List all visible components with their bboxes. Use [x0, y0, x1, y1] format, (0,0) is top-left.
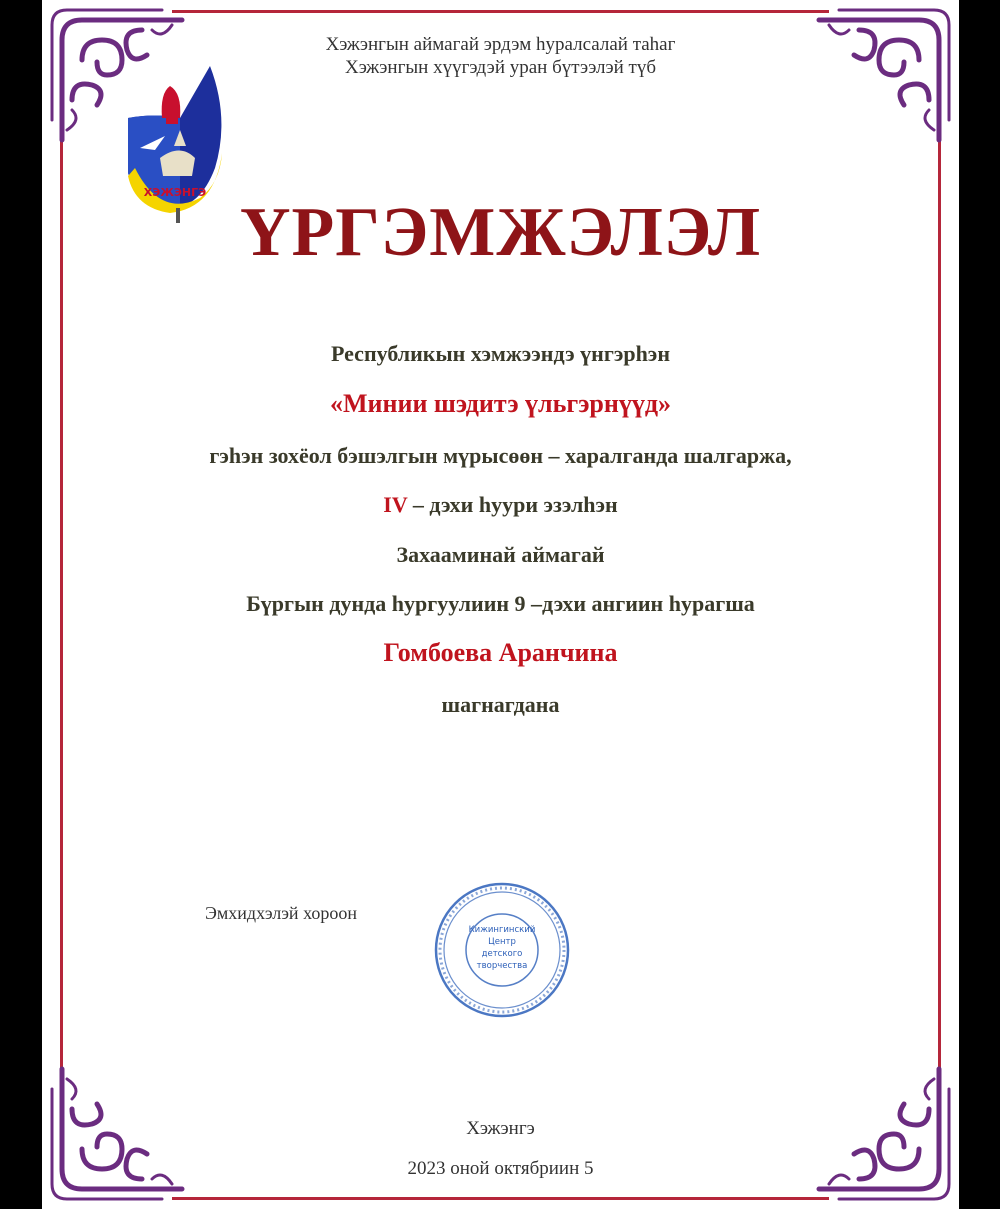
footer-place: Хэжэнгэ: [466, 1118, 535, 1139]
place-number: IV: [383, 492, 408, 517]
frame-bottom: [172, 1197, 829, 1200]
logo-lettering: ХЭЖЭНГЭ: [143, 186, 207, 199]
recipient-name: Гомбоева Аранчина: [383, 638, 618, 667]
contest-name: «Минии шэдитэ үльгэрнүүд»: [329, 389, 672, 418]
contest-level-line: Республикын хэмжээндэ үнгэрһэн: [331, 341, 670, 366]
certificate-sheet: [42, 0, 959, 1209]
org-header-line-2: Хэжэнгын хүүгэдэй уран бүтээлэй түб: [344, 57, 657, 78]
place-line: [42, 492, 959, 518]
place-text: – дэхи һуури эзэлһэн: [407, 492, 618, 517]
stamp-line-4: творчества: [476, 961, 528, 971]
certificate-title: ҮРГЭМЖЭЛЭЛ: [239, 194, 762, 271]
school-line: Бүргын дунда һургуулиин 9 –дэхи ангиин һурагша: [246, 591, 755, 616]
stamp-line-3: детского: [481, 949, 523, 959]
official-stamp: [432, 880, 572, 1020]
footer-date: 2023 оной октябриин 5: [407, 1158, 594, 1179]
district-line: Захааминай аймагай: [396, 542, 605, 567]
awarded-line: шагнагдана: [441, 692, 560, 717]
stamp-line-2: Центр: [488, 937, 516, 947]
frame-top: [172, 10, 829, 13]
contest-description-line: гэһэн зохёол бэшэлгын мүрысөөн – харалганда шалгаржа,: [209, 443, 792, 468]
org-header-line-1: Хэжэнгын аймагай эрдэм һуралсалай таһаг: [325, 34, 676, 55]
stamp-line-1: Кижингинский: [468, 925, 536, 935]
organizing-committee-label: Эмхидхэлэй хороон: [205, 903, 358, 923]
